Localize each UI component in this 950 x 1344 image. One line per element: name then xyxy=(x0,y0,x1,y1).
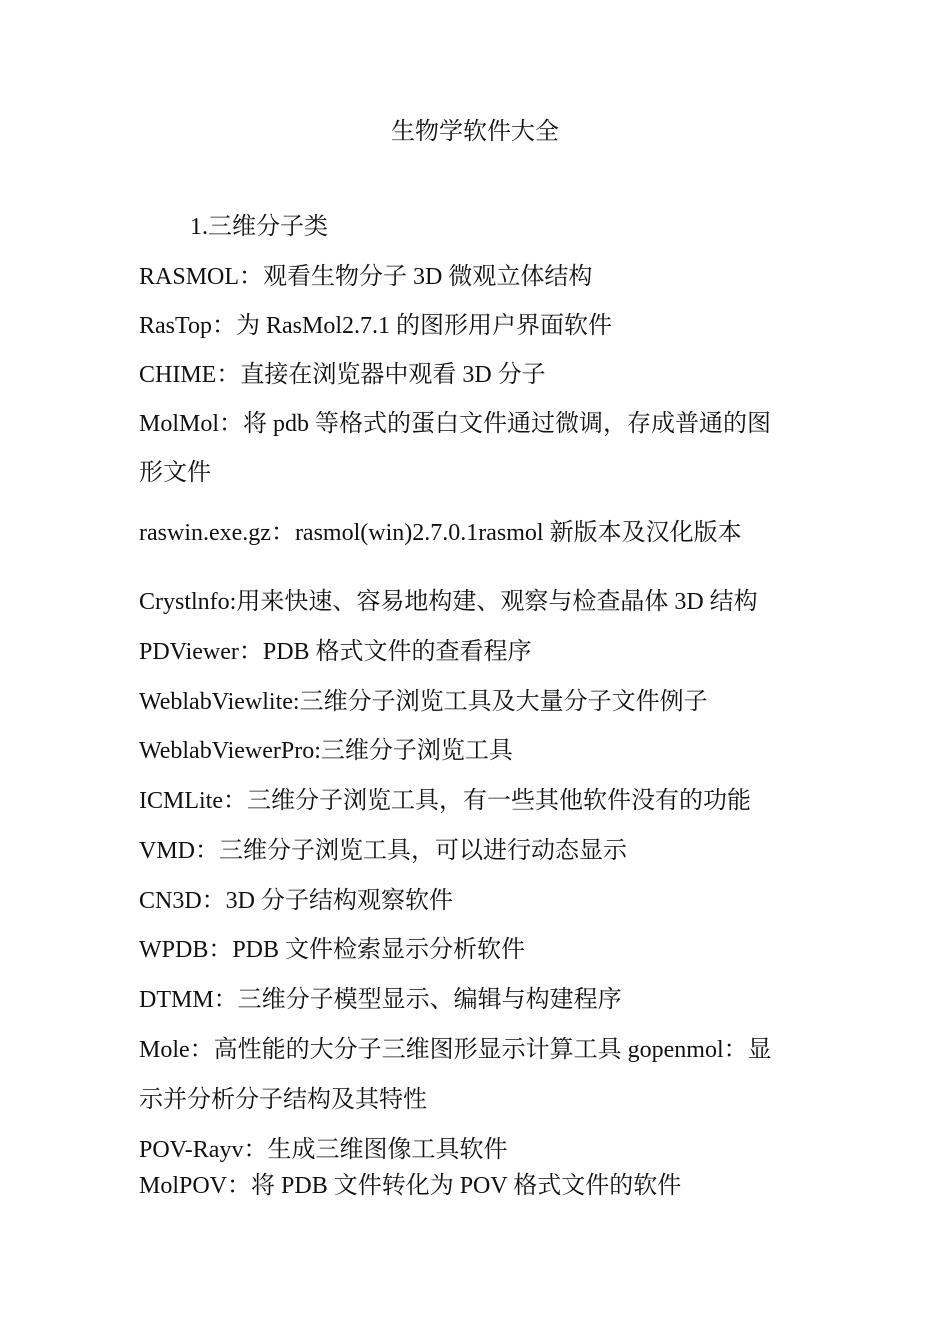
text-line: CHIME：直接在浏览器中观看 3D 分子 xyxy=(139,362,546,388)
text-line: MolMol：将 pdb 等格式的蛋白文件通过微调，存成普通的图 xyxy=(139,411,772,437)
text-line: ICMLite：三维分子浏览工具，有一些其他软件没有的功能 xyxy=(139,788,751,814)
text-line: 形文件 xyxy=(139,460,211,486)
text-line: WPDB：PDB 文件检索显示分析软件 xyxy=(139,937,526,963)
text-line: PDViewer：PDB 格式文件的查看程序 xyxy=(139,639,532,665)
text-line: 示并分析分子结构及其特性 xyxy=(139,1087,427,1113)
text-line: WeblabViewlite:三维分子浏览工具及大量分子文件例子 xyxy=(139,689,708,715)
text-line: RASMOL：观看生物分子 3D 微观立体结构 xyxy=(139,264,593,290)
text-line: CN3D：3D 分子结构观察软件 xyxy=(139,888,454,914)
document-title: 生物学软件大全 xyxy=(391,119,559,145)
text-line: POV-Rayv：生成三维图像工具软件 xyxy=(139,1137,508,1163)
section-heading: 1.三维分子类 xyxy=(190,214,328,240)
text-line: Crystlnfo:用来快速、容易地构建、观察与检查晶体 3D 结构 xyxy=(139,589,758,615)
text-line: WeblabViewerPro:三维分子浏览工具 xyxy=(139,738,513,764)
text-line: RasTop：为 RasMol2.7.1 的图形用户界面软件 xyxy=(139,313,612,339)
text-line: MolPOV：将 PDB 文件转化为 POV 格式文件的软件 xyxy=(139,1173,682,1199)
text-line: VMD：三维分子浏览工具，可以进行动态显示 xyxy=(139,838,628,864)
text-line: raswin.exe.gz：rasmol(win)2.7.0.1rasmol 新版本及汉化版本 xyxy=(139,520,742,546)
text-line: Mole：高性能的大分子三维图形显示计算工具 gopenmol：显 xyxy=(139,1037,772,1063)
text-line: DTMM：三维分子模型显示、编辑与构建程序 xyxy=(139,987,622,1013)
